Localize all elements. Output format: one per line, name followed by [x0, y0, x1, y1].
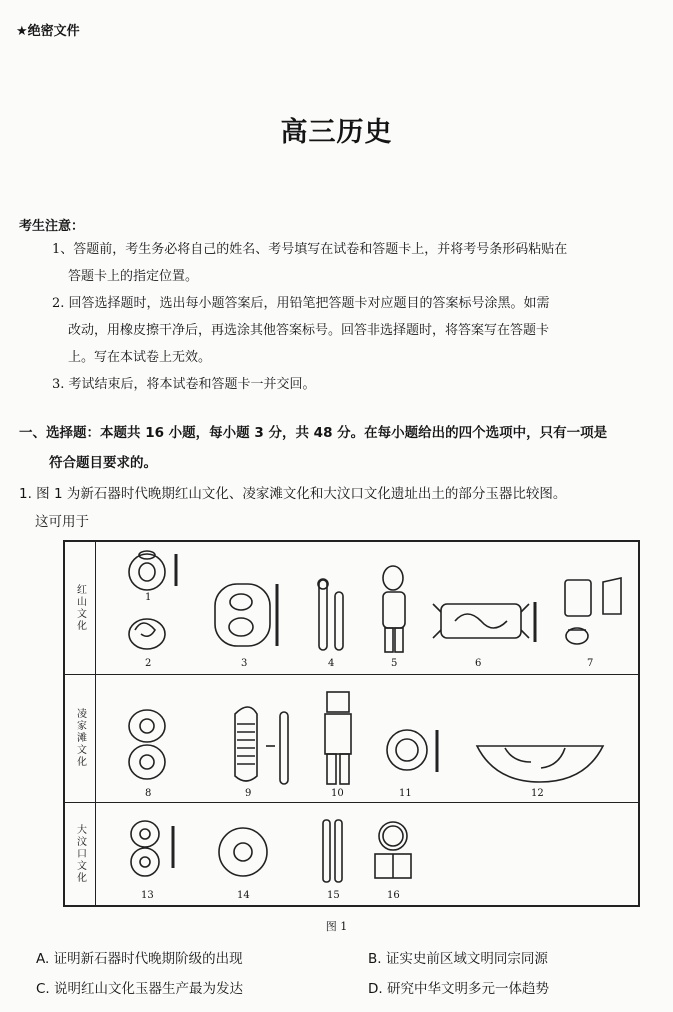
jade-comparison-figure [63, 540, 640, 907]
figure-row-dawenkou [65, 802, 638, 905]
figure-number: 1 [145, 592, 152, 603]
figure-row-lingjiatan [65, 674, 638, 803]
notice-item-1-line2: 答题卡上的指定位置。 [68, 269, 199, 284]
figure-number: 4 [328, 658, 335, 669]
figure-row-hongshan [65, 542, 638, 675]
notice-item-2-line1: 2. 回答选择题时，选出每小题答案后，用铅笔把答题卡对应题目的答案标号涂黑。如需 [52, 296, 550, 311]
figure-caption: 图 1 [325, 920, 348, 933]
section-heading-line1: 一、选择题：本题共 16 小题，每小题 3 分，共 48 分。在每小题给出的四个选项中，只有一项是 [19, 425, 608, 441]
figure-number: 10 [331, 788, 344, 799]
figure-number: 9 [245, 788, 252, 799]
row-label: 红山文化 [65, 542, 96, 674]
page-title: 高三历史 [280, 117, 393, 148]
notice-item-2-line3: 上。写在本试卷上无效。 [68, 350, 212, 365]
figure-number: 16 [387, 890, 400, 901]
figure-number: 6 [475, 658, 482, 669]
option-b[interactable]: B. 证实史前区域文明同宗同源 [368, 951, 548, 967]
notice-item-1-line1: 1、答题前，考生务必将自己的姓名、考号填写在试卷和答题卡上，并将考号条形码粘贴在 [52, 242, 568, 257]
figure-number: 2 [145, 658, 152, 669]
hongshan-jades [65, 542, 638, 674]
figure-number: 15 [327, 890, 340, 901]
row-label: 凌家滩文化 [65, 674, 96, 802]
question-1-line1: 1. 图 1 为新石器时代晚期红山文化、凌家滩文化和大汶口文化遗址出土的部分玉器比较图。 [19, 486, 567, 502]
section-heading-line2: 符合题目要求的。 [49, 455, 157, 471]
question-1-line2: 这可用于 [35, 514, 89, 530]
row-label: 大汶口文化 [65, 802, 96, 905]
figure-number: 12 [531, 788, 544, 799]
figure-number: 14 [237, 890, 250, 901]
option-a[interactable]: A. 证明新石器时代晚期阶级的出现 [36, 951, 243, 967]
notice-heading: 考生注意： [19, 219, 85, 234]
figure-number: 3 [241, 658, 248, 669]
figure-number: 11 [399, 788, 412, 799]
option-d[interactable]: D. 研究中华文明多元一体趋势 [368, 981, 549, 997]
figure-number: 7 [587, 658, 594, 669]
option-c[interactable]: C. 说明红山文化玉器生产最为发达 [36, 981, 244, 997]
notice-item-3-line1: 3. 考试结束后，将本试卷和答题卡一并交回。 [52, 377, 316, 392]
question-1-stem [19, 480, 669, 536]
secret-mark: ★绝密文件 [16, 24, 80, 39]
lingjiatan-jades [65, 674, 638, 802]
figure-number: 8 [145, 788, 152, 799]
figure-number: 13 [141, 890, 154, 901]
section-heading [19, 418, 669, 478]
figure-number: 5 [391, 658, 398, 669]
notice-item-2-line2: 改动，用橡皮擦干净后，再选涂其他答案标号。回答非选择题时，将答案写在答题卡 [68, 323, 550, 338]
